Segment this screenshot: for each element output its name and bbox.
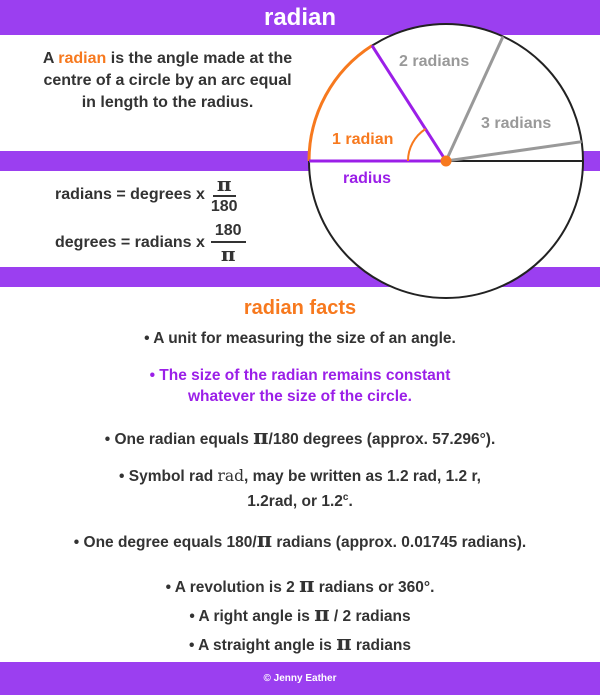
formula-radians-left: radians = degrees x [55, 186, 205, 203]
label-1-radian: 1 radian [332, 131, 394, 148]
pi-symbol: π [299, 572, 315, 597]
pi-symbol: π [253, 424, 269, 449]
definition-term: radian [58, 50, 107, 67]
label-3-radians: 3 radians [481, 115, 552, 132]
fraction-numerator: π [213, 174, 236, 197]
fact-unit: • A unit for measuring the size of an angle. [144, 330, 456, 347]
footer-bar [0, 662, 600, 695]
fact-straight-angle: • A straight angle is π radians [188, 630, 412, 655]
page-title: radian [263, 4, 337, 31]
fact-constant-line2: whatever the size of the circle. [188, 388, 412, 405]
pi-symbol: π [256, 527, 273, 552]
fraction-denominator: π [220, 242, 236, 266]
fact-revolution: • A revolution is 2 π radians or 360°. [165, 572, 435, 597]
superscript-c: c [342, 492, 349, 503]
fact-constant-line1: • The size of the radian remains constant [149, 367, 451, 384]
fraction-numerator: 180 [211, 222, 246, 243]
facts-heading: radian facts [243, 297, 357, 319]
copyright-text: © Jenny Eather [263, 673, 337, 684]
label-2-radians: 2 radians [399, 53, 470, 70]
fact-constant [0, 365, 600, 407]
radian-circle-diagram [0, 0, 600, 300]
fact-right-angle: • A right angle is π / 2 radians [189, 601, 411, 626]
pi-symbol: π [336, 630, 352, 655]
formula-degrees-left: degrees = radians x [55, 234, 205, 251]
pi-symbol: π [314, 601, 330, 626]
fact-one-degree: • One degree equals 180/π radians (approx. 0.01745 radians). [73, 527, 527, 552]
label-radius: radius [343, 170, 392, 187]
definition-rest: is the angle made at the centre of a circle by an arc equal in length to the radius. [43, 50, 293, 111]
fact-symbol: • Symbol rad rad, may be written as 1.2 rad, 1.2 r, 1.2rad, or 1.2$^c$. [119, 467, 481, 511]
rad-symbol: rad [217, 467, 245, 485]
fact-one-radian: • One radian equals π/180 degrees (approx. 57.296°). [104, 424, 496, 449]
centre-point [441, 156, 452, 167]
definition-prefix: A [42, 50, 59, 67]
fraction-denominator: 180 [210, 198, 238, 215]
